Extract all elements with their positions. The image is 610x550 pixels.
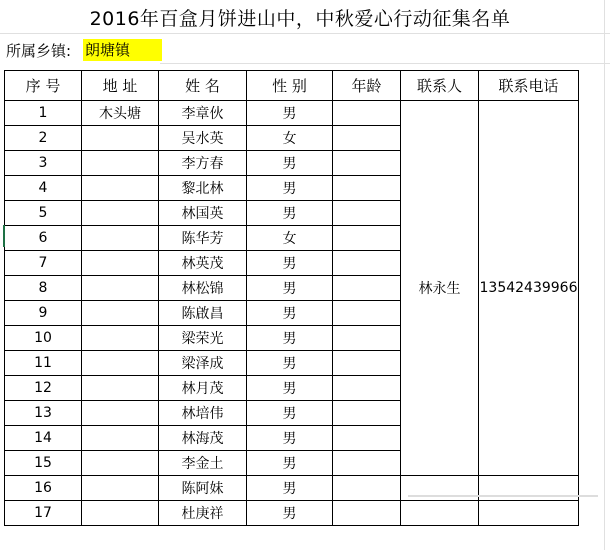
cell-address[interactable] [82,301,159,326]
cell-gender[interactable]: 男 [247,201,333,226]
cell-age[interactable] [333,326,401,351]
cell-number[interactable]: 17 [5,501,82,526]
cell-gender[interactable]: 男 [247,251,333,276]
cell-name[interactable]: 林松锦 [159,276,247,301]
cell-age[interactable] [333,301,401,326]
table-row [5,501,579,526]
cell-name[interactable]: 李金土 [159,451,247,476]
cell-gender[interactable]: 男 [247,451,333,476]
cell-gender[interactable]: 女 [247,126,333,151]
gridline [604,0,605,550]
table-row [5,101,579,126]
cell-gender[interactable]: 男 [247,351,333,376]
cell-age[interactable] [333,401,401,426]
cell-number[interactable]: 12 [5,376,82,401]
cell-gender[interactable]: 男 [247,426,333,451]
cell-number[interactable]: 14 [5,426,82,451]
cell-gender[interactable]: 男 [247,101,333,126]
town-label[interactable]: 所属乡镇: [6,42,72,60]
gridline [160,63,610,64]
cell-number[interactable]: 11 [5,351,82,376]
header-gender[interactable]: 性 别 [247,71,333,101]
cell-age[interactable] [333,226,401,251]
cell-address[interactable] [82,326,159,351]
cell-address[interactable] [82,451,159,476]
cell-number[interactable]: 5 [5,201,82,226]
cell-address[interactable] [82,476,159,501]
cell-number[interactable]: 9 [5,301,82,326]
scan-artifact [408,495,598,497]
cell-gender[interactable]: 男 [247,301,333,326]
cell-name[interactable]: 林国英 [159,201,247,226]
cell-age[interactable] [333,276,401,301]
cell-gender[interactable]: 男 [247,401,333,426]
cell-name[interactable]: 吴水英 [159,126,247,151]
cell-name[interactable]: 李方春 [159,151,247,176]
cell-age[interactable] [333,176,401,201]
cell-name[interactable]: 杜庚祥 [159,501,247,526]
cell-address[interactable] [82,201,159,226]
cell-address[interactable] [82,151,159,176]
header-phone[interactable]: 联系电话 [479,71,579,101]
cell-address[interactable] [82,126,159,151]
cell-name[interactable]: 林培伟 [159,401,247,426]
cell-age[interactable] [333,376,401,401]
cell-contact[interactable] [401,501,479,526]
cell-age[interactable] [333,201,401,226]
cell-number[interactable]: 2 [5,126,82,151]
cell-name[interactable]: 陈啟昌 [159,301,247,326]
town-value-cell[interactable]: 朗塘镇 [83,39,162,61]
cell-number[interactable]: 7 [5,251,82,276]
header-row [5,71,579,101]
cell-address[interactable] [82,276,159,301]
cell-age[interactable] [333,351,401,376]
cell-address[interactable] [82,351,159,376]
cell-name[interactable]: 陈阿妹 [159,476,247,501]
cell-phone-merged[interactable]: 13542439966 [479,101,579,476]
cell-number[interactable]: 8 [5,276,82,301]
sheet-title[interactable]: 2016年百盒月饼进山中，中秋爱心行动征集名单 [89,8,511,30]
cell-gender[interactable]: 男 [247,501,333,526]
cell-gender[interactable]: 男 [247,151,333,176]
cell-age[interactable] [333,451,401,476]
cell-gender[interactable]: 女 [247,226,333,251]
roster-body [5,101,579,526]
cell-age[interactable] [333,501,401,526]
cell-contact-merged[interactable]: 林永生 [401,101,479,476]
cell-name[interactable]: 梁荣光 [159,326,247,351]
cell-number[interactable]: 10 [5,326,82,351]
gridline [0,33,610,34]
cell-age[interactable] [333,426,401,451]
cell-name[interactable]: 陈华芳 [159,226,247,251]
header-address[interactable]: 地 址 [82,71,159,101]
cell-age[interactable] [333,476,401,501]
cell-gender[interactable]: 男 [247,276,333,301]
cell-address[interactable] [82,501,159,526]
cell-number[interactable]: 6 [5,226,82,251]
active-cell-marker [3,225,5,247]
cell-age[interactable] [333,126,401,151]
cell-gender[interactable]: 男 [247,176,333,201]
cell-gender[interactable]: 男 [247,376,333,401]
cell-age[interactable] [333,101,401,126]
cell-name[interactable]: 梁泽成 [159,351,247,376]
cell-address[interactable] [82,176,159,201]
cell-address[interactable] [82,251,159,276]
cell-address[interactable] [82,376,159,401]
header-name[interactable]: 姓 名 [159,71,247,101]
cell-number[interactable]: 1 [5,101,82,126]
cell-address[interactable] [82,401,159,426]
cell-address[interactable] [82,226,159,251]
cell-address[interactable] [82,426,159,451]
cell-name[interactable]: 林月茂 [159,376,247,401]
cell-name[interactable]: 林英茂 [159,251,247,276]
cell-name[interactable]: 林海茂 [159,426,247,451]
header-number[interactable]: 序 号 [5,71,82,101]
cell-number[interactable]: 16 [5,476,82,501]
cell-phone[interactable] [479,501,579,526]
cell-address[interactable]: 木头塘 [82,101,159,126]
cell-number[interactable]: 3 [5,151,82,176]
cell-number[interactable]: 13 [5,401,82,426]
header-age[interactable]: 年龄 [333,71,401,101]
cell-gender[interactable]: 男 [247,476,333,501]
roster-table [4,70,579,526]
cell-age[interactable] [333,251,401,276]
cell-number[interactable]: 15 [5,451,82,476]
cell-gender[interactable]: 男 [247,326,333,351]
cell-name[interactable]: 李章伙 [159,101,247,126]
cell-name[interactable]: 黎北林 [159,176,247,201]
cell-age[interactable] [333,151,401,176]
header-contact[interactable]: 联系人 [401,71,479,101]
cell-number[interactable]: 4 [5,176,82,201]
